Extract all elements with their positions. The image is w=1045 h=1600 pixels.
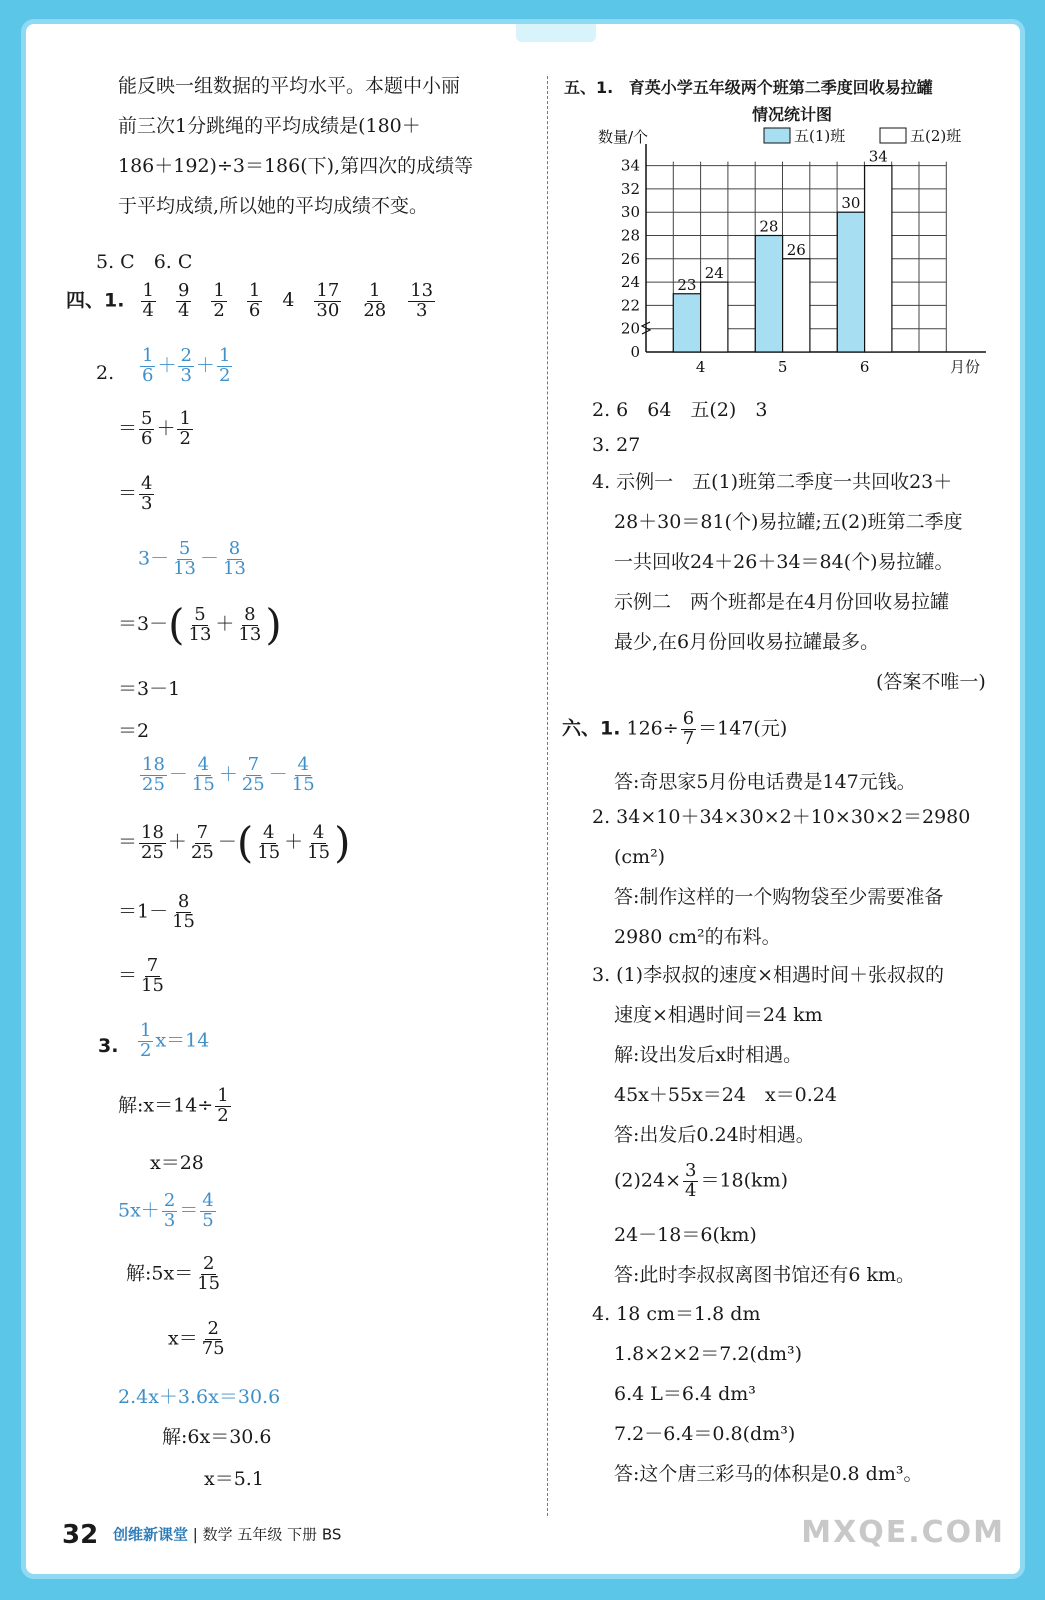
data-label: 26 bbox=[786, 240, 806, 259]
answer-5-6: 5. C 6. C bbox=[96, 251, 193, 273]
y-tick-label: 28 bbox=[620, 226, 640, 245]
solve-step: 解:x＝14÷ $\frac{1}{2}$ bbox=[118, 1085, 229, 1126]
answer-6-4 bbox=[592, 1294, 922, 1494]
data-label: 23 bbox=[677, 275, 697, 294]
fraction: $\frac{6}{7}$ bbox=[682, 708, 695, 749]
watermark: MXQE.COM bbox=[801, 1515, 1005, 1550]
y-axis-label: 数量/个 bbox=[598, 128, 649, 146]
fraction: $\frac{9}{4}$ bbox=[177, 280, 190, 321]
fraction: $\frac{8}{15}$ bbox=[172, 891, 195, 932]
fraction: $\frac{4}{5}$ bbox=[202, 1190, 214, 1231]
answer-line: 示例二 两个班都是在4月份回收易拉罐 bbox=[614, 591, 950, 613]
fraction: $\frac{1}{28}$ bbox=[363, 280, 387, 321]
answer-line: 2980 cm²的布料。 bbox=[614, 926, 781, 948]
y-tick-label: 0 bbox=[630, 343, 640, 361]
data-label: 24 bbox=[704, 264, 724, 283]
solve-step: x＝ $\frac{2}{75}$ bbox=[168, 1318, 225, 1359]
answer-line: 解:设出发后x时相遇。 bbox=[614, 1044, 803, 1066]
chart-title-line-2: 情况统计图 bbox=[752, 105, 833, 124]
fraction: $\frac{18}{25}$ bbox=[142, 754, 165, 795]
fraction: $\frac{4}{15}$ bbox=[191, 754, 215, 795]
fraction: $\frac{1}{6}$ bbox=[142, 345, 154, 386]
y-tick-label: 24 bbox=[620, 273, 640, 292]
answer-line: 答:此时李叔叔离图书馆还有6 km。 bbox=[614, 1264, 916, 1286]
page-footer bbox=[62, 1520, 341, 1550]
intro-line: 186＋192)÷3＝186(下),第四次的成绩等 bbox=[118, 155, 474, 177]
equation-1: $\frac{1}{2}$ x＝14 bbox=[140, 1020, 210, 1061]
calc-3: $\frac{18}{25}$ － $\frac{4}{15}$ ＋ $\frac{7}{25}$ － $\frac{4}{15}$ bbox=[142, 754, 315, 795]
fraction: $\frac{7}{25}$ bbox=[241, 754, 265, 795]
fraction: $\frac{7}{25}$ bbox=[190, 821, 214, 863]
fraction: $\frac{1}{6}$ bbox=[248, 280, 261, 321]
intro-line: 能反映一组数据的平均水平。本题中小丽 bbox=[118, 75, 461, 97]
answer-5-2: 2. 6 64 五(2) 3 bbox=[592, 399, 768, 421]
fraction: $\frac{5}{13}$ bbox=[188, 603, 212, 645]
top-tab bbox=[516, 24, 596, 42]
bar bbox=[783, 259, 810, 352]
answer-line: 45x＋55x＝24 x＝0.24 bbox=[614, 1084, 837, 1106]
bar bbox=[673, 294, 700, 352]
answer-line: 3. (1)李叔叔的速度×相遇时间＋张叔叔的 bbox=[592, 964, 945, 986]
column-divider bbox=[547, 76, 548, 1516]
fraction: $\frac{1}{2}$ bbox=[140, 1020, 152, 1061]
calc-step: ＝ $\frac{4}{3}$ bbox=[118, 473, 153, 514]
y-tick-label: 34 bbox=[620, 156, 640, 175]
answer-note: (答案不唯一) bbox=[876, 671, 986, 693]
answer-4-1 bbox=[66, 282, 445, 321]
book-meta: | 数学 五年级 下册 BS bbox=[192, 1525, 342, 1544]
fraction: $\frac{2}{3}$ bbox=[163, 1190, 176, 1231]
answer-line: 2. 34×10＋34×30×2＋10×30×2＝2980 bbox=[592, 806, 971, 828]
answer-line: 答:出发后0.24时相遇。 bbox=[614, 1124, 815, 1146]
data-label: 28 bbox=[759, 217, 779, 236]
bar bbox=[701, 282, 728, 352]
legend-label: 五(1)班 bbox=[794, 127, 846, 145]
fraction: $\frac{4}{15}$ bbox=[257, 821, 281, 863]
legend-swatch bbox=[764, 128, 790, 143]
fraction: $\frac{1}{2}$ bbox=[217, 1085, 229, 1126]
fraction: $\frac{8}{13}$ bbox=[223, 538, 246, 579]
data-label: 30 bbox=[841, 194, 861, 213]
fraction: $\frac{1}{4}$ bbox=[142, 280, 154, 321]
fraction: $\frac{2}{75}$ bbox=[201, 1318, 225, 1359]
bar bbox=[837, 212, 864, 352]
answer-line: 6.4 L＝6.4 dm³ bbox=[614, 1383, 756, 1405]
fraction: $\frac{3}{4}$ bbox=[685, 1160, 697, 1201]
answer-line: 一共回收24＋26＋34＝84(个)易拉罐。 bbox=[614, 551, 954, 573]
calc-2: 3－ $\frac{5}{13}$ － $\frac{8}{13}$ bbox=[138, 538, 246, 579]
answer-line: 答:制作这样的一个购物袋至少需要准备 bbox=[614, 886, 944, 908]
data-label: 34 bbox=[868, 147, 888, 166]
answer-value: 4 bbox=[282, 289, 295, 312]
fraction: $\frac{2}{15}$ bbox=[197, 1253, 221, 1294]
fraction: $\frac{2}{3}$ bbox=[180, 345, 192, 386]
calc-step: ＝3－( $\frac{5}{13}$ ＋ $\frac{8}{13}$ ) bbox=[118, 600, 282, 649]
bar bbox=[755, 236, 782, 353]
y-tick-label: 32 bbox=[620, 179, 640, 198]
answer-line: 速度×相遇时间＝24 km bbox=[614, 1004, 823, 1026]
calc-step: ＝1－ $\frac{8}{15}$ bbox=[118, 891, 195, 932]
answer-line: 答:这个唐三彩马的体积是0.8 dm³。 bbox=[614, 1463, 923, 1485]
intro-paragraph bbox=[118, 66, 473, 226]
x-tick-label: 6 bbox=[859, 358, 870, 376]
bar-chart bbox=[598, 124, 1018, 384]
answer-6-2 bbox=[592, 797, 970, 957]
answer-line: 28＋30＝81(个)易拉罐;五(2)班第二季度 bbox=[614, 511, 963, 533]
calc-step: ＝ $\frac{5}{6}$ ＋ $\frac{1}{2}$ bbox=[118, 408, 191, 449]
y-tick-label: 22 bbox=[620, 296, 640, 315]
fraction: $\frac{7}{15}$ bbox=[141, 955, 164, 996]
answer-6-3 bbox=[592, 955, 944, 1155]
legend-label: 五(2)班 bbox=[910, 127, 962, 145]
fraction: $\frac{4}{15}$ bbox=[307, 821, 331, 863]
chart-title bbox=[564, 75, 933, 98]
solve-step: x＝5.1 bbox=[204, 1468, 264, 1490]
fraction: $\frac{13}{3}$ bbox=[410, 280, 434, 321]
solve-step: 解:6x＝30.6 bbox=[162, 1426, 272, 1448]
answer-line: 答:奇思家5月份电话费是147元钱。 bbox=[614, 771, 916, 793]
x-axis-label: 月份 bbox=[950, 358, 981, 376]
answer-line: (cm²) bbox=[614, 846, 666, 868]
fraction: $\frac{18}{25}$ bbox=[141, 821, 164, 863]
answer-line: 4. 示例一 五(1)班第二季度一共回收23＋ bbox=[592, 471, 953, 493]
legend-swatch bbox=[880, 128, 906, 143]
brand-name: 创维新课堂 bbox=[112, 1525, 188, 1544]
fraction: $\frac{1}{2}$ bbox=[213, 280, 225, 321]
fraction: $\frac{4}{3}$ bbox=[141, 473, 153, 514]
x-tick-label: 5 bbox=[777, 358, 788, 376]
fraction: $\frac{4}{15}$ bbox=[291, 754, 315, 795]
answer-6-3-more bbox=[614, 1215, 915, 1295]
equation-2: 5x＋ $\frac{2}{3}$ ＝ $\frac{4}{5}$ bbox=[118, 1190, 214, 1231]
answer-5-3: 3. 27 bbox=[592, 434, 641, 456]
calc-1: $\frac{1}{6}$ ＋ $\frac{2}{3}$ ＋ $\frac{1}{2}$ bbox=[142, 345, 231, 386]
intro-line: 于平均成绩,所以她的平均成绩不变。 bbox=[118, 195, 429, 217]
y-tick-label: 20 bbox=[620, 319, 640, 338]
y-tick-label: 26 bbox=[620, 249, 640, 268]
calc-step: ＝ $\frac{18}{25}$ ＋ $\frac{7}{25}$ －( $\frac{4}{15}$ ＋ $\frac{4}{15}$ ) bbox=[118, 818, 351, 867]
fraction: $\frac{5}{6}$ bbox=[141, 408, 153, 449]
chart-title-line-1: 育英小学五年级两个班第二季度回收易拉罐 bbox=[628, 78, 933, 97]
answer-line: 1.8×2×2＝7.2(dm³) bbox=[614, 1343, 803, 1365]
page-number: 32 bbox=[62, 1520, 99, 1550]
fraction-list bbox=[131, 280, 446, 321]
answer-6-1: 六、1. 126÷ $\frac{6}{7}$ ＝147(元) bbox=[562, 708, 788, 749]
solve-step: 解:5x＝ $\frac{2}{15}$ bbox=[126, 1253, 221, 1294]
answer-line: 7.2－6.4＝0.8(dm³) bbox=[614, 1423, 796, 1445]
calc-step: ＝3－1 bbox=[118, 678, 181, 700]
answer-line: (2)24× $\frac{3}{4}$ ＝18(km) bbox=[614, 1160, 789, 1201]
answer-5-4 bbox=[592, 462, 963, 662]
x-tick-label: 4 bbox=[695, 358, 706, 376]
calc-step: ＝ $\frac{7}{15}$ bbox=[118, 955, 164, 996]
question-label: 五、1. bbox=[564, 78, 614, 97]
question-label: 3. bbox=[98, 1035, 119, 1057]
fraction: $\frac{5}{13}$ bbox=[173, 538, 196, 579]
answer-line: 最少,在6月份回收易拉罐最多。 bbox=[614, 631, 880, 653]
calc-step: ＝2 bbox=[118, 720, 150, 742]
intro-line: 前三次1分跳绳的平均成绩是(180＋ bbox=[118, 115, 421, 137]
bar bbox=[865, 166, 892, 352]
fraction: $\frac{8}{13}$ bbox=[238, 603, 262, 645]
axis-break bbox=[642, 322, 650, 334]
fraction: $\frac{1}{2}$ bbox=[179, 408, 191, 449]
y-tick-label: 30 bbox=[620, 203, 640, 222]
equation-3: 2.4x＋3.6x＝30.6 bbox=[118, 1386, 281, 1408]
solve-step: x＝28 bbox=[150, 1152, 204, 1174]
fraction: $\frac{17}{30}$ bbox=[316, 280, 340, 321]
answer-line: 4. 18 cm＝1.8 dm bbox=[592, 1303, 761, 1325]
answer-line: 24－18＝6(km) bbox=[614, 1224, 757, 1246]
question-label: 四、1. bbox=[66, 289, 125, 312]
fraction: $\frac{1}{2}$ bbox=[218, 345, 231, 386]
question-label: 2. bbox=[96, 362, 115, 384]
